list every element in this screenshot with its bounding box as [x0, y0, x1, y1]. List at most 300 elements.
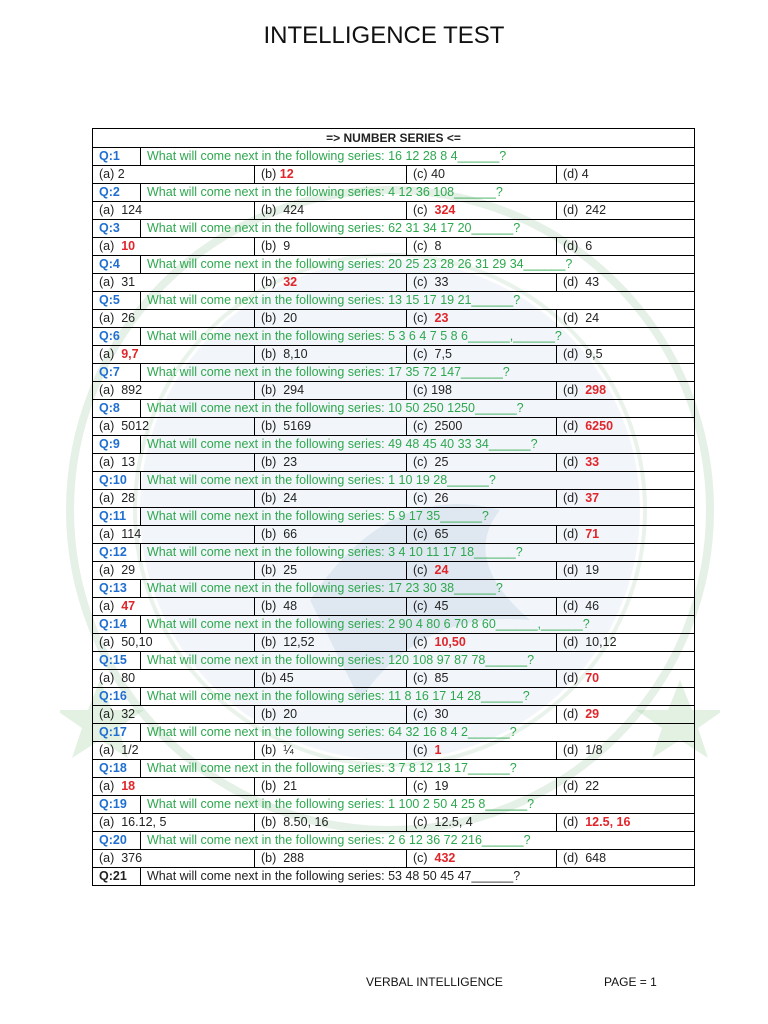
question-row-9 [93, 435, 694, 453]
option-c [407, 850, 557, 867]
question-row-18 [93, 759, 694, 777]
option-value: 288 [283, 851, 305, 865]
option-value: 24 [283, 491, 298, 505]
option-value: 1/2 [121, 743, 139, 757]
option-d [557, 706, 694, 723]
question-number: Q:9 [99, 437, 120, 451]
option-value: 24 [585, 311, 600, 325]
correct-answer-value: 12 [279, 167, 294, 181]
option-label: (b) [261, 779, 284, 793]
option-a [93, 238, 255, 255]
option-c [407, 310, 557, 327]
option-d [557, 490, 694, 507]
options-row-3 [93, 237, 694, 255]
option-label: (a) [99, 167, 118, 181]
option-d [557, 778, 694, 795]
option-a [93, 418, 255, 435]
option-value: 4 [581, 167, 589, 181]
question-number: Q:5 [99, 293, 120, 307]
option-value: 25 [283, 563, 298, 577]
option-label: (a) [99, 275, 122, 289]
options-row-20 [93, 849, 694, 867]
option-d [557, 202, 694, 219]
question-number: Q:18 [99, 761, 127, 775]
option-b [255, 706, 407, 723]
option-label: (a) [99, 851, 122, 865]
option-a [93, 526, 255, 543]
correct-answer-value: 324 [434, 203, 456, 217]
option-value: 30 [434, 707, 449, 721]
question-row-15 [93, 651, 694, 669]
option-value: 12.5, 4 [434, 815, 473, 829]
option-label: (a) [99, 635, 122, 649]
options-row-12 [93, 561, 694, 579]
option-a [93, 166, 255, 183]
option-label: (b) [261, 455, 284, 469]
option-d [557, 274, 694, 291]
correct-answer-value: 10,50 [434, 635, 466, 649]
option-c [407, 490, 557, 507]
option-label: (c) [413, 815, 435, 829]
question-text: What will come next in the following series: 11 8 16 17 14 28______? [147, 689, 530, 703]
option-label: (d) [563, 851, 586, 865]
option-label: (b) [261, 851, 284, 865]
correct-answer-value: 70 [585, 671, 600, 685]
question-row-4 [93, 255, 694, 273]
option-label: (a) [99, 599, 122, 613]
option-b [255, 274, 407, 291]
number-series-table [92, 128, 695, 886]
option-value: 8,10 [283, 347, 308, 361]
option-d [557, 670, 694, 687]
question-row-8 [93, 399, 694, 417]
option-value: 65 [434, 527, 449, 541]
option-label: (c) [413, 707, 435, 721]
options-row-2 [93, 201, 694, 219]
option-label: (a) [99, 743, 122, 757]
option-label: (b) [261, 311, 284, 325]
options-row-6 [93, 345, 694, 363]
option-label: (c) [413, 239, 435, 253]
option-label: (c) [413, 635, 435, 649]
option-label: (b) [261, 635, 284, 649]
option-label: (a) [99, 311, 122, 325]
option-d [557, 742, 694, 759]
question-text: What will come next in the following series: 3 7 8 12 13 17______? [147, 761, 517, 775]
option-c [407, 418, 557, 435]
option-value: 8 [434, 239, 442, 253]
option-b [255, 202, 407, 219]
question-list [93, 147, 694, 867]
question-text: What will come next in the following series: 3 4 10 11 17 18______? [147, 545, 523, 559]
option-label: (d) [563, 275, 586, 289]
option-label: (b) [261, 203, 284, 217]
option-label: (d) [563, 347, 586, 361]
option-value: 424 [283, 203, 305, 217]
question-text: What will come next in the following series: 2 90 4 80 6 70 8 60______,______? [147, 617, 590, 631]
option-a [93, 382, 255, 399]
question-number: Q:2 [99, 185, 120, 199]
question-number: Q:1 [99, 149, 120, 163]
option-value: 1/8 [585, 743, 603, 757]
option-b [255, 526, 407, 543]
option-label: (d) [563, 491, 586, 505]
options-row-5 [93, 309, 694, 327]
option-label: (a) [99, 815, 122, 829]
option-c [407, 238, 557, 255]
option-value: 5169 [283, 419, 312, 433]
option-b [255, 490, 407, 507]
question-text: What will come next in the following series: 1 10 19 28______? [147, 473, 496, 487]
option-label: (c) [413, 851, 435, 865]
page-title: INTELLIGENCE TEST [263, 22, 505, 49]
option-value: 648 [585, 851, 607, 865]
question-text: What will come next in the following series: 53 48 50 45 47______? [147, 869, 521, 883]
option-value: 242 [585, 203, 607, 217]
options-row-16 [93, 705, 694, 723]
option-label: (d) [563, 455, 586, 469]
correct-answer-value: 33 [585, 455, 600, 469]
option-value: 8.50, 16 [283, 815, 329, 829]
option-label: (c) [413, 779, 435, 793]
option-label: (d) [563, 563, 586, 577]
options-row-13 [93, 597, 694, 615]
option-label: (d) [563, 671, 586, 685]
option-c [407, 814, 557, 831]
option-value: 21 [283, 779, 298, 793]
option-label: (b) [261, 167, 280, 181]
option-c [407, 598, 557, 615]
option-d [557, 562, 694, 579]
options-row-14 [93, 633, 694, 651]
option-value: ¼ [283, 743, 294, 757]
question-number: Q:7 [99, 365, 120, 379]
correct-answer-value: 432 [434, 851, 456, 865]
option-value: 85 [434, 671, 449, 685]
option-label: (b) [261, 599, 284, 613]
option-d [557, 598, 694, 615]
option-d [557, 814, 694, 831]
question-text: What will come next in the following series: 1 100 2 50 4 25 8______? [147, 797, 535, 811]
options-row-19 [93, 813, 694, 831]
question-text: What will come next in the following series: 20 25 23 28 26 31 29 34______? [147, 257, 573, 271]
options-row-11 [93, 525, 694, 543]
question-text: What will come next in the following series: 13 15 17 19 21______? [147, 293, 521, 307]
option-label: (c) [413, 563, 435, 577]
option-a [93, 850, 255, 867]
option-label: (a) [99, 347, 122, 361]
option-label: (d) [563, 635, 586, 649]
question-number: Q:15 [99, 653, 127, 667]
correct-answer-value: 24 [434, 563, 449, 577]
option-label: (c) [413, 167, 432, 181]
question-number: Q:4 [99, 257, 120, 271]
option-label: (d) [563, 419, 586, 433]
option-a [93, 562, 255, 579]
options-row-7 [93, 381, 694, 399]
option-label: (a) [99, 239, 122, 253]
option-c [407, 562, 557, 579]
option-b [255, 598, 407, 615]
question-text: What will come next in the following series: 64 32 16 8 4 2______? [147, 725, 517, 739]
options-row-1 [93, 165, 694, 183]
option-label: (c) [413, 671, 435, 685]
question-text: What will come next in the following series: 62 31 34 17 20______? [147, 221, 521, 235]
question-number: Q:10 [99, 473, 127, 487]
option-c [407, 778, 557, 795]
option-label: (a) [99, 563, 122, 577]
option-a [93, 814, 255, 831]
question-number: Q:20 [99, 833, 127, 847]
option-label: (b) [261, 743, 284, 757]
option-value: 25 [434, 455, 449, 469]
correct-answer-value: 71 [585, 527, 600, 541]
option-value: 124 [121, 203, 143, 217]
option-value: 20 [283, 311, 298, 325]
option-c [407, 274, 557, 291]
question-text: What will come next in the following series: 5 9 17 35______? [147, 509, 489, 523]
option-label: (a) [99, 707, 122, 721]
option-value: 48 [283, 599, 298, 613]
options-row-9 [93, 453, 694, 471]
option-a [93, 274, 255, 291]
correct-answer-value: 9,7 [121, 347, 139, 361]
option-b [255, 778, 407, 795]
correct-answer-value: 23 [434, 311, 449, 325]
correct-answer-value: 47 [121, 599, 136, 613]
question-text: What will come next in the following series: 4 12 36 108______? [147, 185, 503, 199]
option-c [407, 670, 557, 687]
option-label: (c) [413, 599, 435, 613]
option-d [557, 310, 694, 327]
question-number: Q:19 [99, 797, 127, 811]
option-c [407, 742, 557, 759]
option-label: (c) [413, 203, 435, 217]
option-label: (a) [99, 671, 122, 685]
option-label: (d) [563, 599, 586, 613]
options-row-18 [93, 777, 694, 795]
option-label: (a) [99, 383, 122, 397]
option-label: (d) [563, 743, 586, 757]
question-row-3 [93, 219, 694, 237]
question-row-21 [93, 867, 694, 885]
correct-answer-value: 32 [283, 275, 298, 289]
option-b [255, 670, 407, 687]
option-label: (b) [261, 527, 284, 541]
option-a [93, 742, 255, 759]
option-value: 10,12 [585, 635, 617, 649]
correct-answer-value: 1 [434, 743, 442, 757]
option-value: 80 [121, 671, 136, 685]
option-b [255, 850, 407, 867]
footer-section-label: VERBAL INTELLIGENCE [366, 975, 503, 989]
question-row-1 [93, 147, 694, 165]
option-a [93, 202, 255, 219]
option-label: (a) [99, 419, 122, 433]
option-label: (b) [261, 239, 284, 253]
options-row-8 [93, 417, 694, 435]
option-a [93, 706, 255, 723]
option-value: 19 [434, 779, 449, 793]
option-value: 28 [121, 491, 136, 505]
option-b [255, 454, 407, 471]
option-label: (c) [413, 743, 435, 757]
question-row-14 [93, 615, 694, 633]
option-d [557, 850, 694, 867]
correct-answer-value: 10 [121, 239, 136, 253]
option-value: 2500 [434, 419, 463, 433]
question-number: Q:14 [99, 617, 127, 631]
option-label: (a) [99, 527, 122, 541]
option-c [407, 346, 557, 363]
option-label: (b) [261, 491, 284, 505]
option-d [557, 634, 694, 651]
option-c [407, 454, 557, 471]
option-d [557, 238, 694, 255]
option-label: (c) [413, 311, 435, 325]
option-label: (d) [563, 383, 586, 397]
question-row-11 [93, 507, 694, 525]
option-value: 2 [117, 167, 125, 181]
option-value: 66 [283, 527, 298, 541]
question-text: What will come next in the following series: 49 48 45 40 33 34______? [147, 437, 538, 451]
question-text: What will come next in the following series: 17 35 72 147______? [147, 365, 510, 379]
question-number: Q:21 [99, 869, 127, 883]
option-b [255, 814, 407, 831]
option-label: (c) [413, 455, 435, 469]
option-value: 40 [431, 167, 445, 181]
option-a [93, 454, 255, 471]
question-number: Q:16 [99, 689, 127, 703]
option-label: (a) [99, 203, 122, 217]
option-label: (d) [563, 707, 586, 721]
option-c [407, 166, 557, 183]
option-b [255, 310, 407, 327]
option-c [407, 634, 557, 651]
option-a [93, 670, 255, 687]
options-row-17 [93, 741, 694, 759]
correct-answer-value: 298 [585, 383, 607, 397]
option-value: 294 [283, 383, 305, 397]
option-label: (d) [563, 815, 586, 829]
option-label: (a) [99, 779, 122, 793]
option-a [93, 634, 255, 651]
option-b [255, 418, 407, 435]
correct-answer-value: 37 [585, 491, 600, 505]
question-row-19 [93, 795, 694, 813]
question-text: What will come next in the following series: 2 6 12 36 72 216______? [147, 833, 531, 847]
option-value: 23 [283, 455, 298, 469]
question-number: Q:17 [99, 725, 127, 739]
option-label: (d) [563, 167, 582, 181]
option-value: 43 [585, 275, 600, 289]
option-value: 13 [121, 455, 136, 469]
option-value: 32 [121, 707, 136, 721]
question-text: What will come next in the following series: 17 23 30 38______? [147, 581, 503, 595]
option-label: (c) [413, 491, 435, 505]
option-value: 45 [434, 599, 449, 613]
question-row-2 [93, 183, 694, 201]
option-label: (b) [261, 275, 284, 289]
option-label: (b) [261, 671, 280, 685]
option-value: 20 [283, 707, 298, 721]
option-value: 9,5 [585, 347, 603, 361]
option-value: 5012 [121, 419, 150, 433]
option-label: (c) [413, 275, 435, 289]
option-d [557, 454, 694, 471]
question-row-10 [93, 471, 694, 489]
option-value: 33 [434, 275, 449, 289]
option-value: 12,52 [283, 635, 315, 649]
option-label: (d) [563, 779, 586, 793]
option-value: 892 [121, 383, 143, 397]
option-value: 19 [585, 563, 600, 577]
option-b [255, 562, 407, 579]
option-value: 9 [283, 239, 291, 253]
option-label: (a) [99, 491, 122, 505]
option-value: 198 [431, 383, 452, 397]
question-number: Q:13 [99, 581, 127, 595]
question-row-6 [93, 327, 694, 345]
correct-answer-value: 29 [585, 707, 600, 721]
options-row-4 [93, 273, 694, 291]
question-row-7 [93, 363, 694, 381]
option-label: (b) [261, 383, 284, 397]
option-value: 26 [121, 311, 136, 325]
options-row-15 [93, 669, 694, 687]
option-value: 46 [585, 599, 600, 613]
question-row-20 [93, 831, 694, 849]
option-label: (d) [563, 311, 586, 325]
option-value: 50,10 [121, 635, 153, 649]
option-label: (c) [413, 527, 435, 541]
option-label: (c) [413, 419, 435, 433]
question-text: What will come next in the following series: 16 12 28 8 4______? [147, 149, 507, 163]
option-value: 7,5 [434, 347, 452, 361]
question-row-17 [93, 723, 694, 741]
option-b [255, 634, 407, 651]
option-value: 114 [121, 527, 142, 541]
correct-answer-value: 6250 [585, 419, 614, 433]
option-value: 22 [585, 779, 600, 793]
correct-answer-value: 12.5, 16 [585, 815, 631, 829]
option-label: (b) [261, 815, 284, 829]
question-text: What will come next in the following series: 5 3 6 4 7 5 8 6______,______? [147, 329, 562, 343]
option-d [557, 526, 694, 543]
option-label: (a) [99, 455, 122, 469]
option-label: (b) [261, 563, 284, 577]
option-c [407, 202, 557, 219]
option-b [255, 382, 407, 399]
option-c [407, 706, 557, 723]
option-value: 45 [279, 671, 294, 685]
option-value: 31 [121, 275, 136, 289]
option-a [93, 598, 255, 615]
option-d [557, 346, 694, 363]
option-c [407, 382, 557, 399]
option-c [407, 526, 557, 543]
option-value: 29 [121, 563, 136, 577]
question-number: Q:8 [99, 401, 120, 415]
question-row-16 [93, 687, 694, 705]
option-b [255, 742, 407, 759]
question-number: Q:6 [99, 329, 120, 343]
option-label: (d) [563, 527, 586, 541]
question-row-13 [93, 579, 694, 597]
option-a [93, 346, 255, 363]
footer-page-number: PAGE = 1 [604, 975, 657, 989]
option-label: (d) [563, 203, 586, 217]
